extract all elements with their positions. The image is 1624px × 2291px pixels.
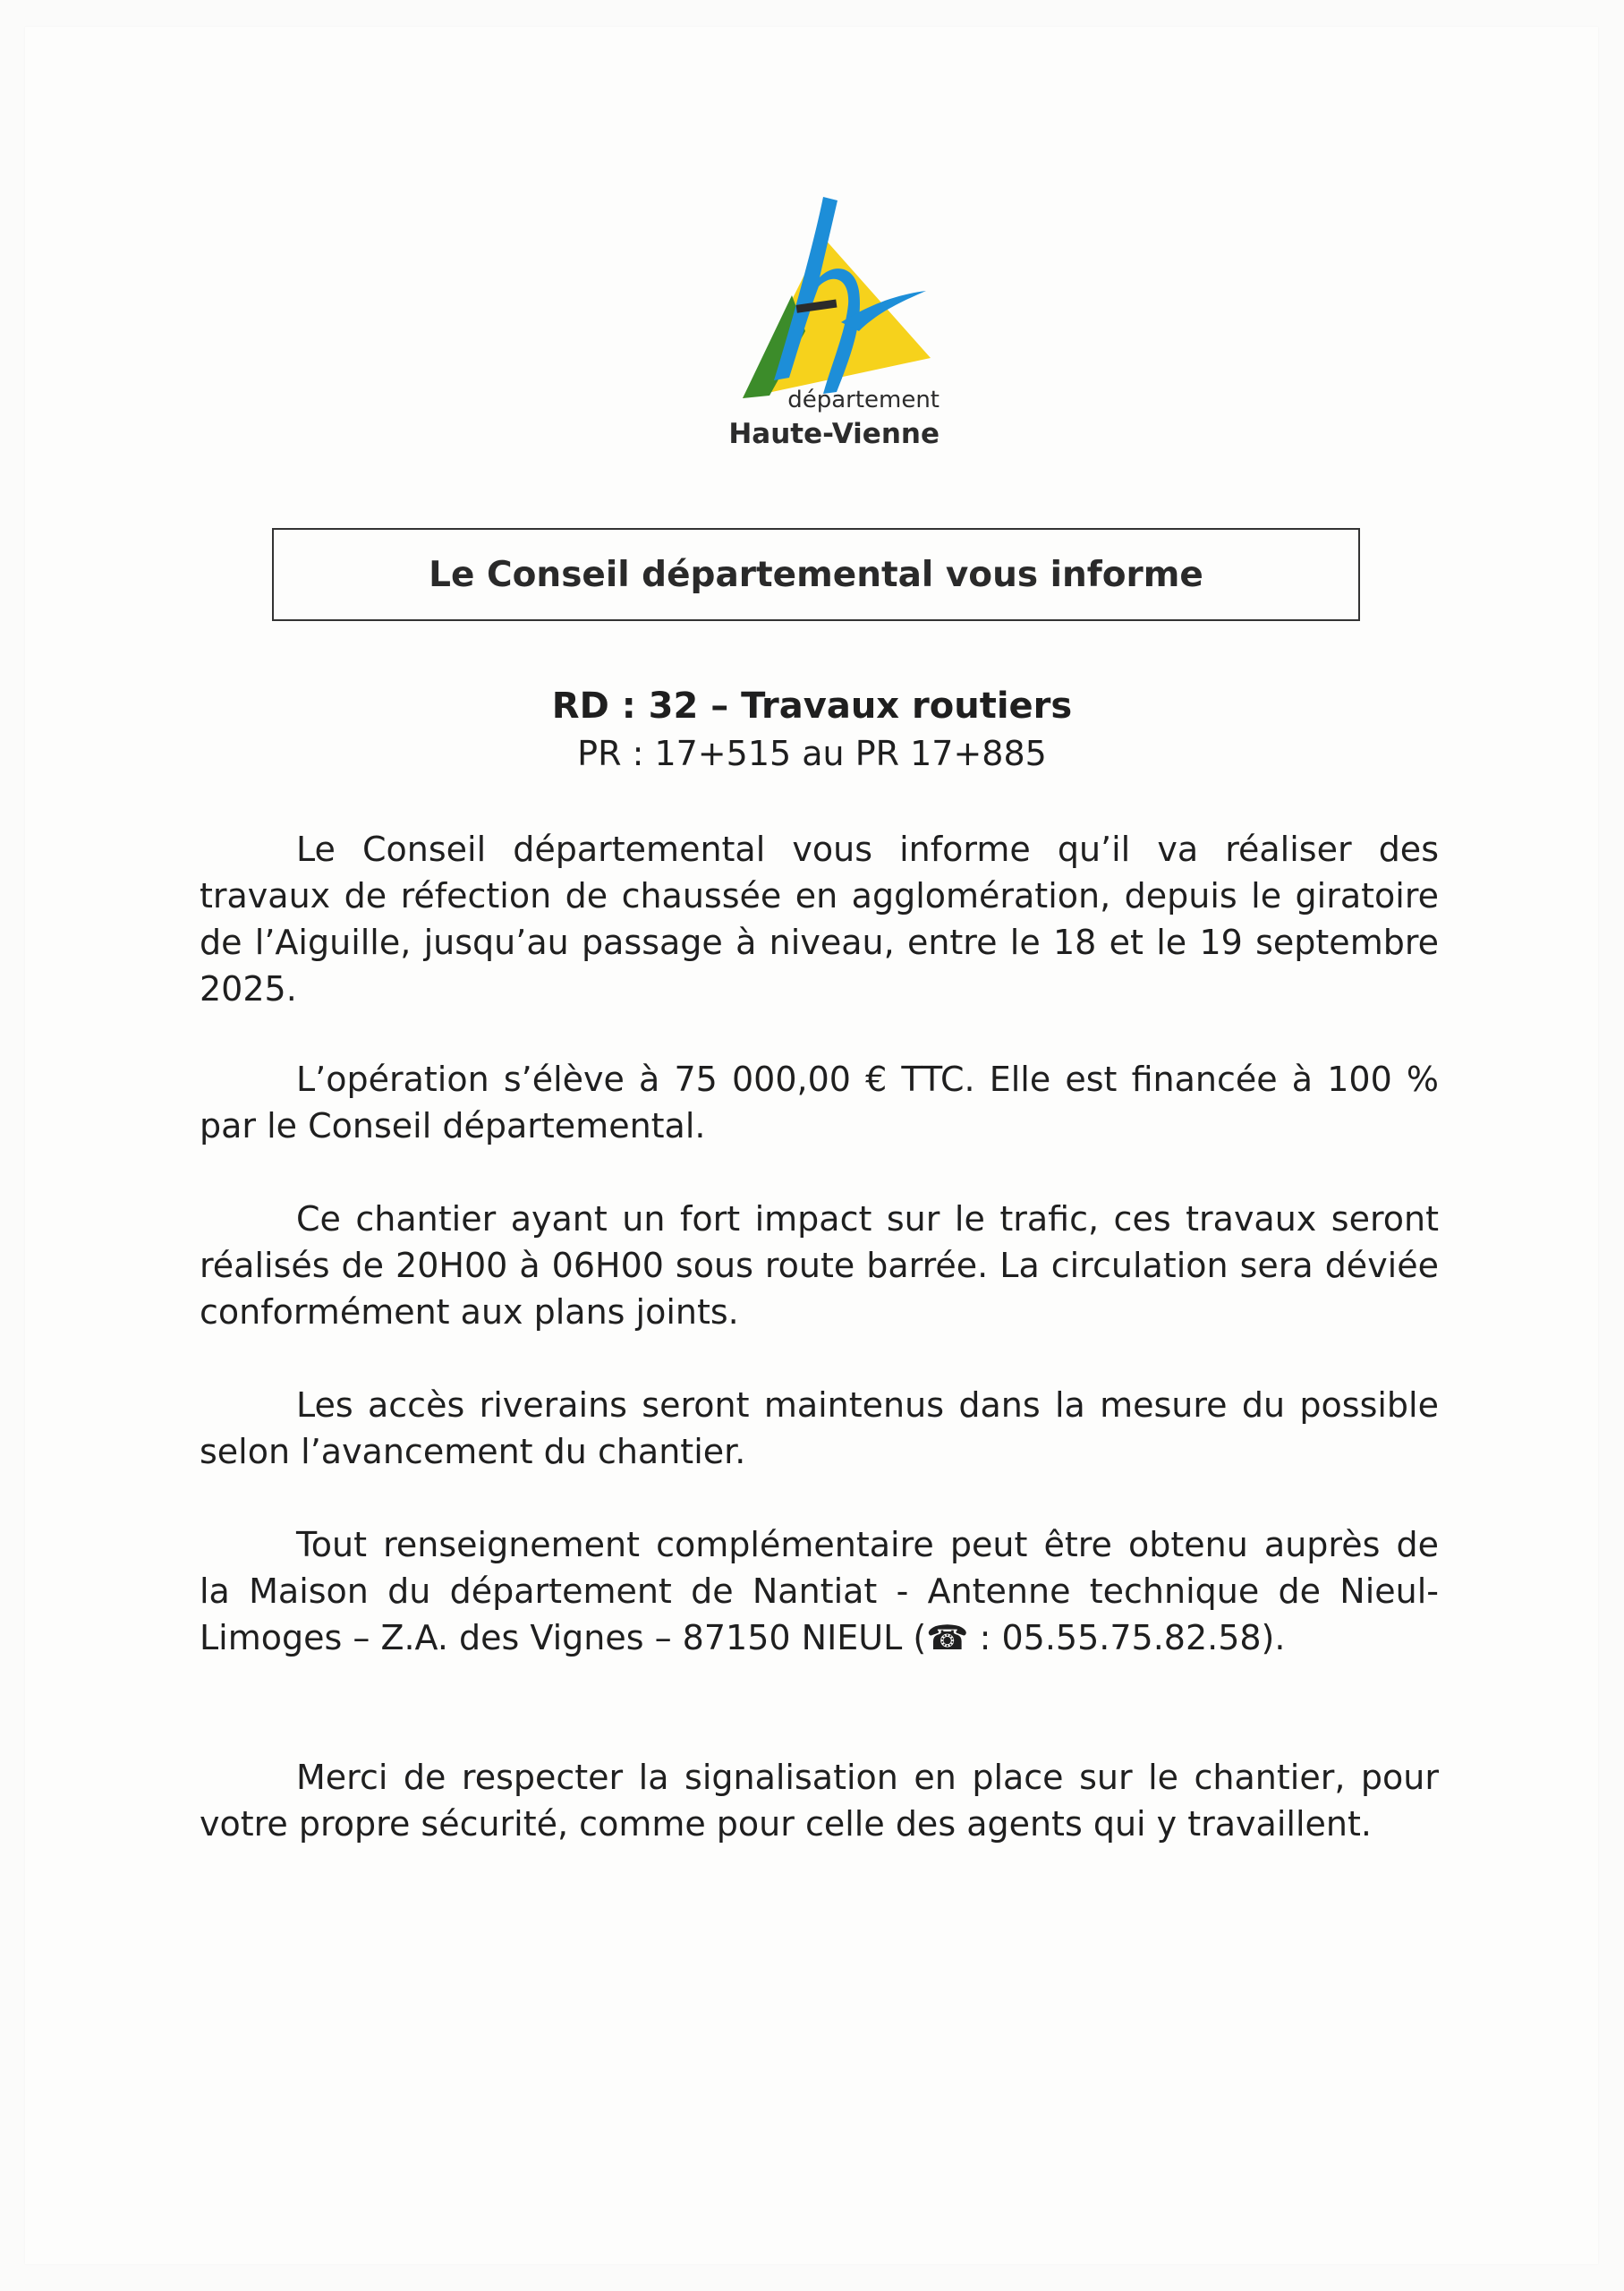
road-heading: RD : 32 – Travaux routiers xyxy=(551,686,1073,727)
paragraph-schedule: Ce chantier ayant un fort impact sur le trafic, ces travaux seront réalisés de 20H00 à 06H00 sous route barrée. La circulation sera déviée conformément aux plans joints. xyxy=(200,1199,1439,1332)
pr-heading: PR : 17+515 au PR 17+885 xyxy=(577,734,1047,773)
logo-text-haute-vienne: Haute-Vienne xyxy=(728,418,940,450)
page-title: Le Conseil départemental vous informe xyxy=(429,554,1203,595)
paragraph-intro: Le Conseil départemental vous informe qu’il va réaliser des travaux de réfection de chaussée en agglomération, depuis le giratoire de l’Aiguille, jusqu’au passage à niveau, entre le 18 et le 19 septembre 2025. xyxy=(200,830,1439,1009)
paragraph-cost: L’opération s’élève à 75 000,00 € TTC. Elle est financée à 100 % par le Conseil départemental. xyxy=(200,1060,1439,1146)
paragraph-safety: Merci de respecter la signalisation en place sur le chantier, pour votre propre sécurité, comme pour celle des agents qui y travaillent. xyxy=(200,1758,1439,1844)
paragraph-access: Les accès riverains seront maintenus dans la mesure du possible selon l’avancement du chantier. xyxy=(200,1385,1439,1471)
title-box xyxy=(272,528,1360,621)
logo-text-departement: département xyxy=(787,387,940,413)
department-logo xyxy=(698,188,948,456)
paragraph-contact: Tout renseignement complémentaire peut être obtenu auprès de la Maison du département de Nantiat - Antenne technique de Nieul-Limoges – Z.A. des Vignes – 87150 NIEUL (☎ : 05.55.75.82.58). xyxy=(200,1525,1439,1657)
haute-vienne-logo-icon xyxy=(707,188,940,407)
